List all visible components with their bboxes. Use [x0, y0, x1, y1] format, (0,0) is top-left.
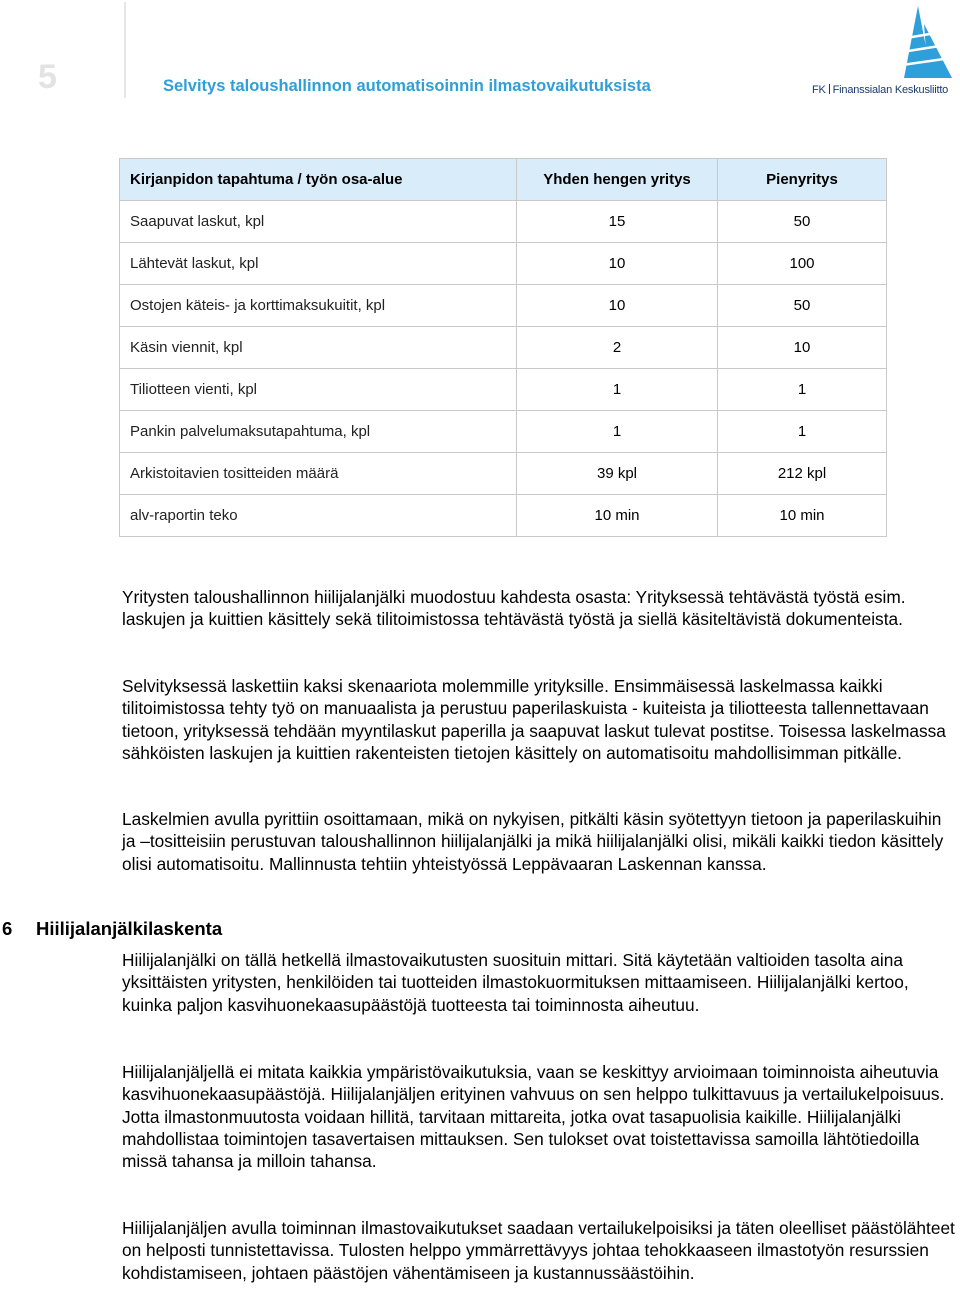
bookkeeping-table — [119, 158, 887, 537]
table-cell: Saapuvat laskut, kpl — [120, 201, 517, 243]
table-cell: 50 — [718, 285, 887, 327]
section-heading — [2, 918, 222, 940]
table-row — [120, 453, 887, 495]
logo-caption — [812, 84, 958, 96]
paragraph: Laskelmien avulla pyrittiin osoittamaan, mikä on nykyisen, pitkälti käsin syötettyyn tietoon ja paperilaskuihin ja –tositteisiin perustuvan taloushallinnon hiilijalanjälki ja mikä hiilijalanjälki olisi, mikäli kaikki tiedon käsittely olisi automatisoitu. Mallinnusta tehtiin yhteistyössä Leppävaaran Laskennan kanssa. — [122, 809, 944, 874]
table-cell: 39 kpl — [517, 453, 718, 495]
table-header-row — [120, 159, 887, 201]
paragraph: Selvityksessä laskettiin kaksi skenaariota molemmille yrityksille. Ensimmäisessä laskelmassa kaikki tilitoimistossa tehty työ on manuaalista ja perustuu paperilaskuista - kuiteista ja tiliotteesta tallennettavaan tietoon, yrityksessä tehdään myyntilaskut paperilla ja saapuvat laskut tulevat postitse. Toisessa laskelmassa sähköisten laskujen ja kuittien rakenteisten tietojen käsittely on automatisoitu mahdollisimman pitkälle. — [122, 676, 946, 763]
table-row — [120, 201, 887, 243]
table-cell: 10 — [718, 327, 887, 369]
table-cell: 2 — [517, 327, 718, 369]
page-number: 5 — [38, 58, 57, 96]
logo-org-text: Finanssialan Keskusliitto — [832, 84, 949, 96]
table-cell: 100 — [718, 243, 887, 285]
document-title: Selvitys taloushallinnon automatisoinnin ilmastovaikutuksista — [163, 77, 651, 95]
paragraph: Hiilijalanjäljen avulla toiminnan ilmastovaikutukset saadaan vertailukelpoisiksi ja täten oleelliset päästölähteet on helposti tunnistettavissa. Tulosten helppo ymmärrettävyys johtaa tehokkaaseen ilmastotyön resurssien kohdistamiseen, johtaen päästöjen vähentämiseen ja kustannussäästöihin. — [122, 1218, 955, 1283]
table-cell: Lähtevät laskut, kpl — [120, 243, 517, 285]
table-row — [120, 327, 887, 369]
paragraph: Hiilijalanjäljellä ei mitata kaikkia ympäristövaikutuksia, vaan se keskittyy arvioimaan toiminnoista aiheutuvia kasvihuonekaasupäästöjä. Hiilijalanjäljen erityinen vahvuus on sen helppo tulkittavuus ja vertailukelpoisuus. Jotta ilmastonmuutosta voidaan hillitä, tarvitaan mittareita, jotka ovat tasapuolisia kaikille. Hiilijalanjälki mahdollistaa toimintojen tasavertaisen mittauksen. Sen tulokset ovat toistettavissa samoilla lähtötiedoilla missä tahansa ja milloin tahansa. — [122, 1062, 945, 1172]
section-title: Hiilijalanjälkilaskenta — [36, 918, 223, 939]
table-header-cell: Yhden hengen yritys — [517, 159, 718, 201]
table-cell: 1 — [517, 369, 718, 411]
header-divider — [124, 2, 126, 98]
table-cell: Ostojen käteis- ja korttimaksukuitit, kpl — [120, 285, 517, 327]
logo-fk-text: FK — [812, 84, 826, 96]
paragraph: Hiilijalanjälki on tällä hetkellä ilmastovaikutusten suosituin mittari. Sitä käytetään valtioiden tasolta aina yksittäisten yritysten, henkilöiden tai tuotteiden ilmastokuormituksen mittaamiseen. Hiilijalanjälki kertoo, kuinka paljon kasvihuonekaasupäästöjä tuotteesta tai toiminnosta aiheutuu. — [122, 950, 909, 1015]
fk-logo — [812, 2, 958, 100]
table-cell: Tiliotteen vienti, kpl — [120, 369, 517, 411]
table-cell: 1 — [718, 369, 887, 411]
table-cell: Pankin palvelumaksutapahtuma, kpl — [120, 411, 517, 453]
table-cell: Käsin viennit, kpl — [120, 327, 517, 369]
section-number: 6 — [2, 918, 13, 939]
table-cell: 15 — [517, 201, 718, 243]
table-cell: 10 min — [517, 495, 718, 537]
table-cell: 212 kpl — [718, 453, 887, 495]
table-cell: 10 min — [718, 495, 887, 537]
table-row — [120, 369, 887, 411]
paragraph: Yritysten taloushallinnon hiilijalanjälki muodostuu kahdesta osasta: Yrityksessä tehtävästä työstä esim. laskujen ja kuittien käsittely sekä tilitoimistossa tehtävästä työstä ja siellä käsiteltävistä dokumenteista. — [122, 587, 906, 630]
table-cell: Arkistoitavien tositteiden määrä — [120, 453, 517, 495]
table-cell: 50 — [718, 201, 887, 243]
table-cell: alv-raportin teko — [120, 495, 517, 537]
table-cell: 1 — [517, 411, 718, 453]
table-cell: 10 — [517, 243, 718, 285]
table-cell: 1 — [718, 411, 887, 453]
table-cell: 10 — [517, 285, 718, 327]
table-row — [120, 285, 887, 327]
table-header-cell: Kirjanpidon tapahtuma / työn osa-alue — [120, 159, 517, 201]
table-row — [120, 243, 887, 285]
table-row — [120, 495, 887, 537]
table-header-cell: Pienyritys — [718, 159, 887, 201]
table-row — [120, 411, 887, 453]
fk-logo-icon — [812, 2, 958, 82]
